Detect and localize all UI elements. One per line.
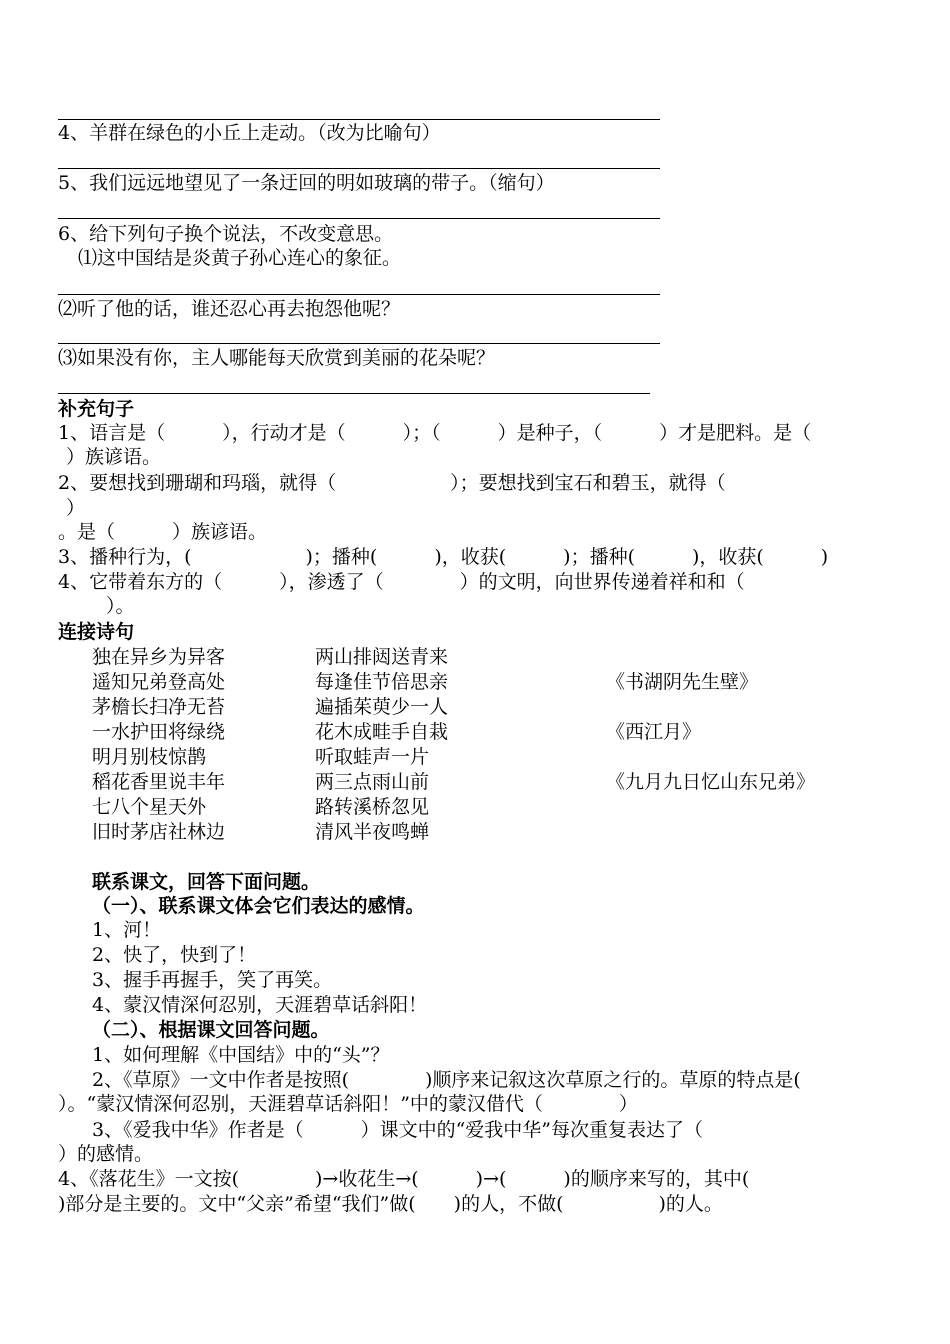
reading-item: 2、快了，快到了！ xyxy=(92,944,257,966)
poem-line-middle: 花木成畦手自栽 xyxy=(315,721,449,743)
poem-title: 《书湖阴先生壁》 xyxy=(606,671,759,693)
answer-line xyxy=(58,218,660,219)
poem-line-middle: 遍插茱萸少一人 xyxy=(315,696,449,718)
poem-line-middle: 路转溪桥忽见 xyxy=(315,796,430,818)
supplement-line-2c: 。是（ ）族谚语。 xyxy=(58,521,268,543)
question-6: 6、给下列句子换个说法，不改变意思。 xyxy=(58,223,394,245)
poem-line-left: 明月别枝惊鹊 xyxy=(92,746,207,768)
reading-question-4: 4、《落花生》一文按( )→收花生→( )→( )的顺序来写的，其中( xyxy=(58,1168,750,1190)
question-5: 5、我们远远地望见了一条迂回的明如玻璃的带子。（缩句） xyxy=(58,172,555,194)
poem-line-middle: 两三点雨山前 xyxy=(315,771,430,793)
reading-item: 3、握手再握手，笑了再笑。 xyxy=(92,969,333,991)
poem-title: 《西江月》 xyxy=(606,721,702,743)
reading-question-2: 2、《草原》一文中作者是按照( )顺序来记叙这次草原之行的。草原的特点是( xyxy=(92,1069,801,1091)
answer-line xyxy=(58,343,660,344)
reading-item: 4、蒙汉情深何忍别，天涯碧草话斜阳！ xyxy=(92,994,428,1016)
subsection-heading-1: （一）、联系课文体会它们表达的感情。 xyxy=(92,895,425,917)
supplement-line-1b: ）族谚语。 xyxy=(66,446,162,468)
supplement-line-4b: ）。 xyxy=(106,595,135,617)
poem-line-left: 独在异乡为异客 xyxy=(92,646,226,668)
poem-line-left: 稻花香里说丰年 xyxy=(92,771,226,793)
question-6-1: ⑴这中国结是炎黄子孙心连心的象征。 xyxy=(78,247,402,269)
question-6-3: ⑶如果没有你，主人哪能每天欣赏到美丽的花朵呢？ xyxy=(58,347,496,369)
supplement-line-4: 4、它带着东方的（ ），渗透了（ ）的文明，向世界传递着祥和和（ xyxy=(58,571,745,593)
subsection-heading-2: （二）、根据课文回答问题。 xyxy=(92,1019,330,1041)
answer-line xyxy=(58,393,650,394)
poem-line-middle: 两山排闼送青来 xyxy=(315,646,449,668)
poem-line-middle: 每逢佳节倍思亲 xyxy=(315,671,449,693)
poem-line-left: 一水护田将绿绕 xyxy=(92,721,226,743)
poem-title: 《九月九日忆山东兄弟》 xyxy=(606,771,816,793)
answer-line xyxy=(58,294,660,295)
reading-question-3: 3、《爱我中华》作者是（ ）课文中的“爱我中华”每次重复表达了（ xyxy=(92,1119,704,1141)
reading-item: 1、河！ xyxy=(92,919,162,941)
reading-question-3b: ）的感情。 xyxy=(58,1143,154,1165)
answer-line xyxy=(58,119,660,120)
section-heading-reading: 联系课文，回答下面问题。 xyxy=(92,871,321,893)
supplement-line-3: 3、播种行为，( )；播种( )，收获( )；播种( )，收获( ) xyxy=(58,546,829,568)
reading-question-1: 1、如何理解《中国结》中的“头”？ xyxy=(92,1044,390,1066)
reading-question-2b: ）。“蒙汉情深何忍别，天涯碧草话斜阳！”中的蒙汉借代（ ） xyxy=(58,1093,638,1115)
answer-line xyxy=(58,168,660,169)
poem-line-left: 旧时茅店社林边 xyxy=(92,821,226,843)
supplement-line-1: 1、语言是（ ），行动才是（ ）；（ ）是种子，（ ）才是肥料。是（ xyxy=(58,422,812,444)
poem-line-left: 遥知兄弟登高处 xyxy=(92,671,226,693)
question-4: 4、羊群在绿色的小丘上走动。（改为比喻句） xyxy=(58,122,441,144)
section-heading-poems: 连接诗句 xyxy=(58,621,135,643)
section-heading-supplement: 补充句子 xyxy=(58,398,135,420)
reading-question-4b: )部分是主要的。文中“父亲”希望“我们”做( )的人，不做( )的人。 xyxy=(58,1193,723,1215)
poem-line-middle: 清风半夜鸣蝉 xyxy=(315,821,430,843)
question-6-2: ⑵听了他的话，谁还忍心再去抱怨他呢？ xyxy=(58,298,401,320)
poem-line-left: 茅檐长扫净无苔 xyxy=(92,696,226,718)
poem-line-middle: 听取蛙声一片 xyxy=(315,746,430,768)
supplement-line-2: 2、要想找到珊瑚和玛瑙，就得（ ）；要想找到宝石和碧玉，就得（ xyxy=(58,472,726,494)
poem-line-left: 七八个星天外 xyxy=(92,796,207,818)
supplement-line-2b: ） xyxy=(66,497,86,519)
